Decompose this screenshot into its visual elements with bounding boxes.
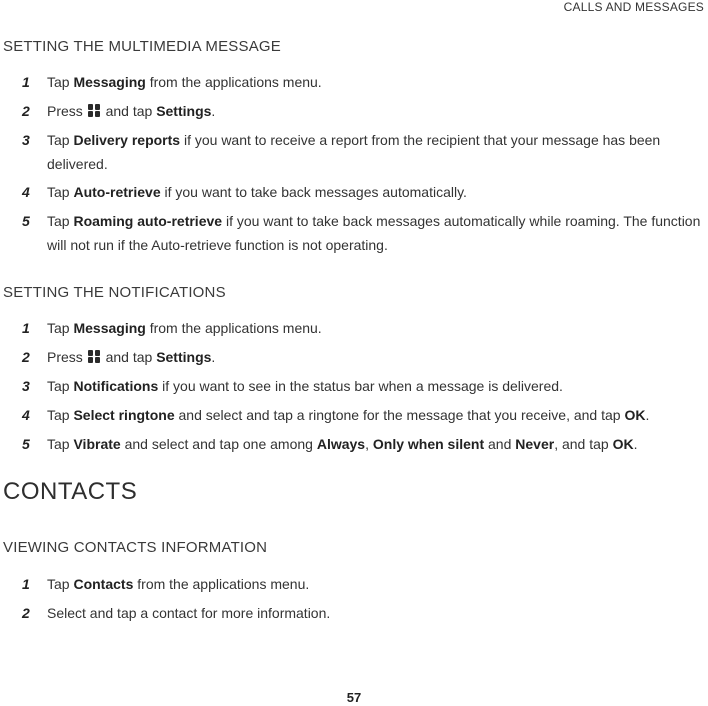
step-number: 3 bbox=[22, 132, 30, 148]
step-text: Tap Notifications if you want to see in the status bar when a message is delivered. bbox=[47, 378, 563, 394]
running-head: CALLS AND MESSAGES bbox=[563, 0, 704, 14]
step-number: 5 bbox=[22, 436, 30, 452]
step-number: 2 bbox=[22, 605, 30, 621]
chapter-title-contacts: CONTACTS bbox=[3, 478, 138, 505]
step-text: Tap Messaging from the applications menu. bbox=[47, 74, 322, 90]
section-title-multimedia: SETTING THE MULTIMEDIA MESSAGE bbox=[3, 38, 281, 55]
section-title-notifications: SETTING THE NOTIFICATIONS bbox=[3, 284, 226, 301]
step-text: Tap Delivery reports if you want to receive a report from the recipient that your message has been delivered. bbox=[47, 132, 661, 172]
step-text: Tap Messaging from the applications menu. bbox=[47, 320, 322, 336]
step-number: 1 bbox=[22, 74, 30, 90]
step-text: Tap Vibrate and select and tap one among Always, Only when silent and Never, and tap OK. bbox=[47, 436, 638, 452]
section-title-contacts: VIEWING CONTACTS INFORMATION bbox=[3, 539, 268, 556]
step-number: 3 bbox=[22, 378, 30, 394]
step-number: 5 bbox=[22, 213, 30, 229]
step-text: Tap Roaming auto-retrieve if you want to take back messages automatically while roaming. The function will not run if the Auto-retrieve function is not operating. bbox=[47, 213, 701, 253]
menu-grid-icon bbox=[88, 104, 101, 117]
step-text: Press and tap Settings. bbox=[47, 103, 216, 119]
step-text: Press and tap Settings. bbox=[47, 349, 216, 365]
step-text: Tap Contacts from the applications menu. bbox=[47, 576, 310, 592]
step-number: 1 bbox=[22, 320, 30, 336]
step-number: 1 bbox=[22, 576, 30, 592]
page-number: 57 bbox=[346, 690, 362, 705]
step-text: Tap Select ringtone and select and tap a ringtone for the message that you receive, and tap OK. bbox=[47, 407, 650, 423]
step-number: 2 bbox=[22, 349, 30, 365]
step-number: 2 bbox=[22, 103, 30, 119]
menu-grid-icon bbox=[88, 350, 101, 363]
step-text: Select and tap a contact for more information. bbox=[47, 605, 331, 621]
step-number: 4 bbox=[22, 184, 30, 200]
step-number: 4 bbox=[22, 407, 30, 423]
step-text: Tap Auto-retrieve if you want to take back messages automatically. bbox=[47, 184, 467, 200]
